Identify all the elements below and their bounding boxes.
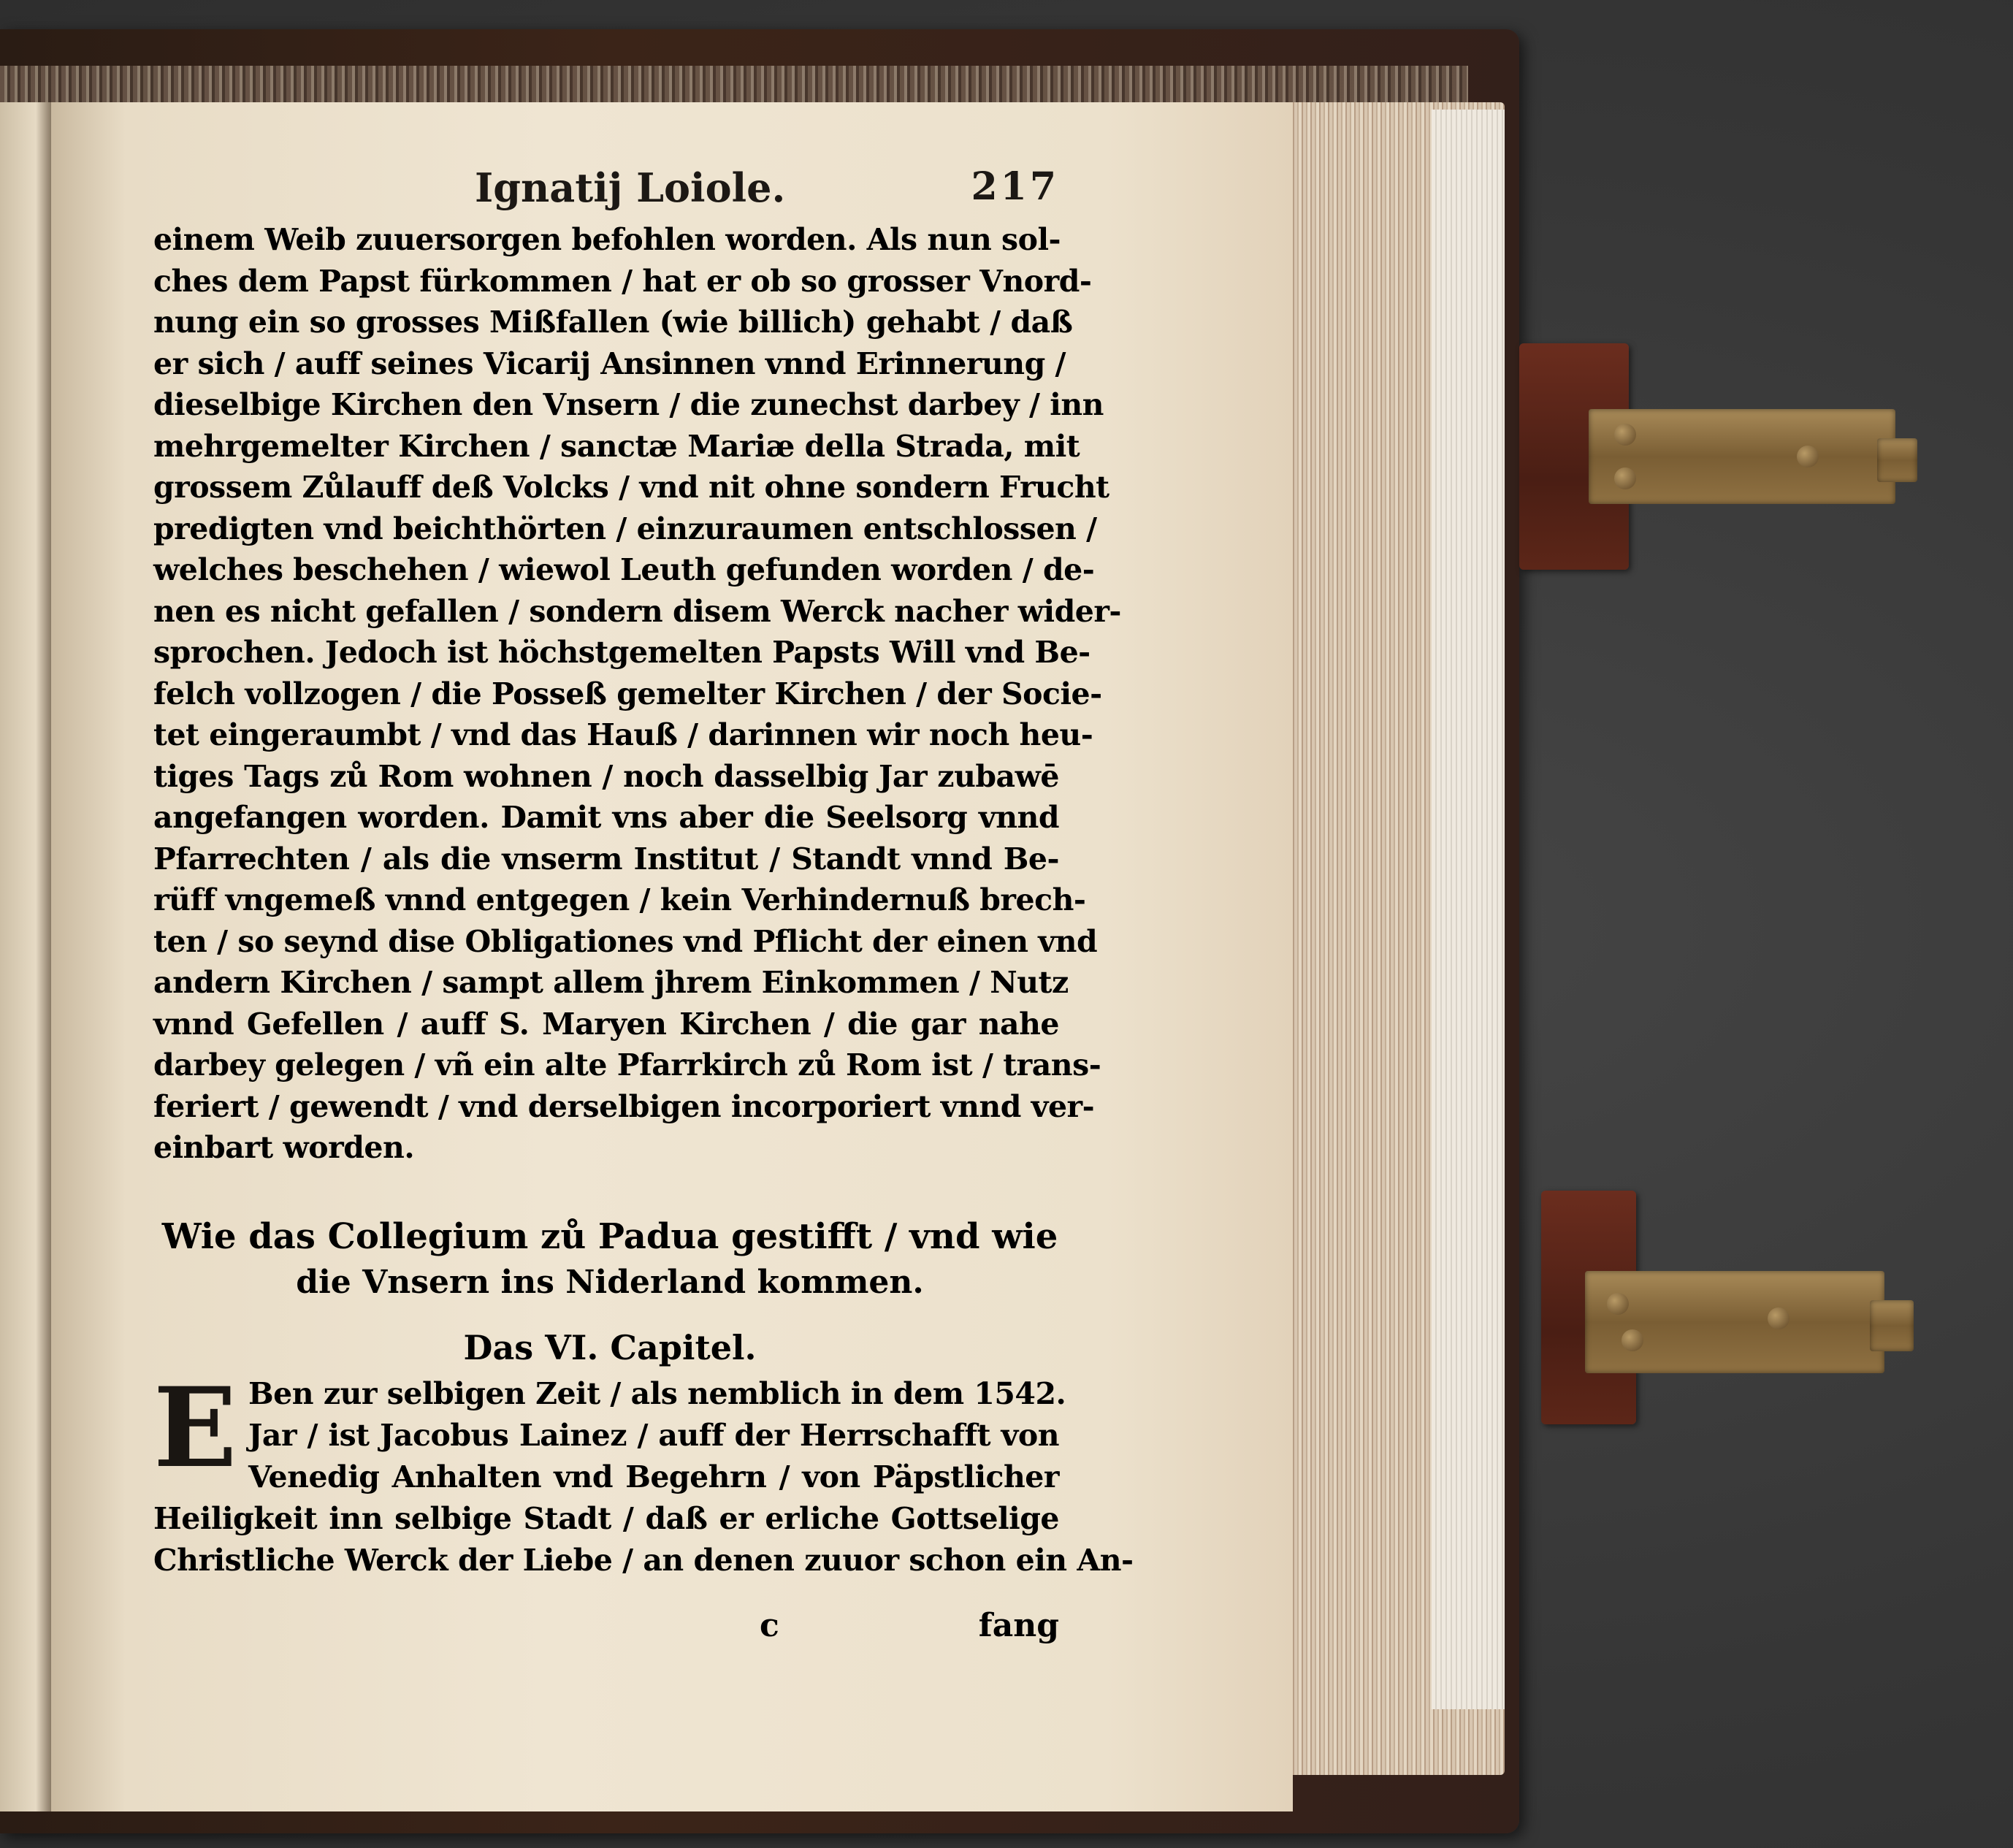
text-line: Heiligkeit inn selbige Stadt / daß er erliche Gottselige [153,1501,1059,1536]
text-line: welches beschehen / wiewol Leuth gefunden worden / de- [153,552,1095,587]
clasp-rivet [1622,1329,1643,1351]
running-head [431,164,1059,215]
section-heading [161,1213,1059,1305]
headband [0,66,1468,102]
text-line: tiges Tags zů Rom wohnen / noch dasselbig Jar zubawē [153,758,1059,794]
lower-clasp-hook [1870,1300,1914,1351]
text-line: er sich / auff seines Vicarij Ansinnen vnnd Erinnerung / [153,345,1066,381]
text-line: Ben zur selbigen Zeit / als nemblich in dem 1542. [248,1376,1066,1411]
text-line: predigten vnd beichthörten / einzuraumen entschlossen / [153,511,1097,546]
running-head-title: Ignatij Loiole. [475,164,786,211]
clasp-rivet [1797,446,1819,467]
text-line: tet eingeraumbt / vnd das Hauß / darinnen wir noch heu- [153,717,1093,752]
signature-mark: c [760,1607,779,1644]
heading-line-1: Wie das Collegium zů Padua gestifft / vnd wie [161,1216,1058,1257]
text-line: Venedig Anhalten vnd Begehrn / von Päpstlicher [248,1459,1059,1494]
text-line: nen es nicht gefallen / sondern disem Werck nacher wider- [153,593,1121,629]
chapter-title: Das VI. Capitel. [463,1328,757,1367]
body-text [153,219,1121,1169]
clasp-rivet [1607,1293,1629,1315]
text-line: feriert / gewendt / vnd derselbigen incorporiert vnnd ver- [153,1088,1095,1124]
page-footer [153,1607,1059,1651]
text-line: grossem Zůlauff deß Volcks / vnd nit ohne sondern Frucht [153,470,1109,505]
clasp-rivet [1614,424,1636,446]
page-number: 217 [971,164,1059,209]
text-line: einbart worden. [153,1130,415,1165]
text-line: ten / so seynd dise Obligationes vnd Pflicht der einen vnd [153,923,1098,959]
page-edges-inner [1432,110,1505,1709]
text-line: andern Kirchen / sampt allem jhrem Einkommen / Nutz [153,965,1069,1000]
text-line: dieselbige Kirchen den Vnsern / die zunechst darbey / inn [153,387,1104,422]
clasp-rivet [1768,1307,1789,1329]
text-line: Christliche Werck der Liebe / an denen zuuor schon ein An- [153,1543,1134,1578]
catchword: fang [978,1607,1059,1644]
drop-initial: E [153,1364,237,1492]
left-page-gutter [0,102,51,1811]
paragraph-2 [153,1364,1134,1581]
text-line: rüff vngemeß vnnd entgegen / kein Verhindernuß brech- [153,882,1086,917]
text-line: sprochen. Jedoch ist höchstgemelten Papsts Will vnd Be- [153,635,1090,670]
text-line: einem Weib zuuersorgen befohlen worden. Als nun sol- [153,222,1061,257]
upper-clasp-plate [1589,409,1895,504]
text-line: angefangen worden. Damit vns aber die Seelsorg vnnd [153,800,1059,835]
upper-clasp-hook [1877,438,1917,482]
text-line: nung ein so grosses Mißfallen (wie billich) gehabt / daß [153,305,1073,340]
clasp-rivet [1614,467,1636,489]
text-line: darbey gelegen / vñ ein alte Pfarrkirch zů Rom ist / trans- [153,1047,1101,1083]
text-line: Pfarrechten / als die vnserm Institut / Standt vnnd Be- [153,841,1059,877]
text-line: vnnd Gefellen / auff S. Maryen Kirchen / die gar nahe [153,1006,1059,1042]
text-line: mehrgemelter Kirchen / sanctæ Mariæ della Strada, mit [153,428,1080,464]
text-line: Jar / ist Jacobus Lainez / auff der Herrschafft von [248,1418,1059,1453]
text-line: ches dem Papst fürkommen / hat er ob so grosser Vnord- [153,263,1092,299]
heading-line-2: die Vnsern ins Niderland kommen. [296,1264,924,1301]
lower-clasp-plate [1585,1271,1884,1373]
text-line: felch vollzogen / die Posseß gemelter Kirchen / der Socie- [153,676,1102,711]
